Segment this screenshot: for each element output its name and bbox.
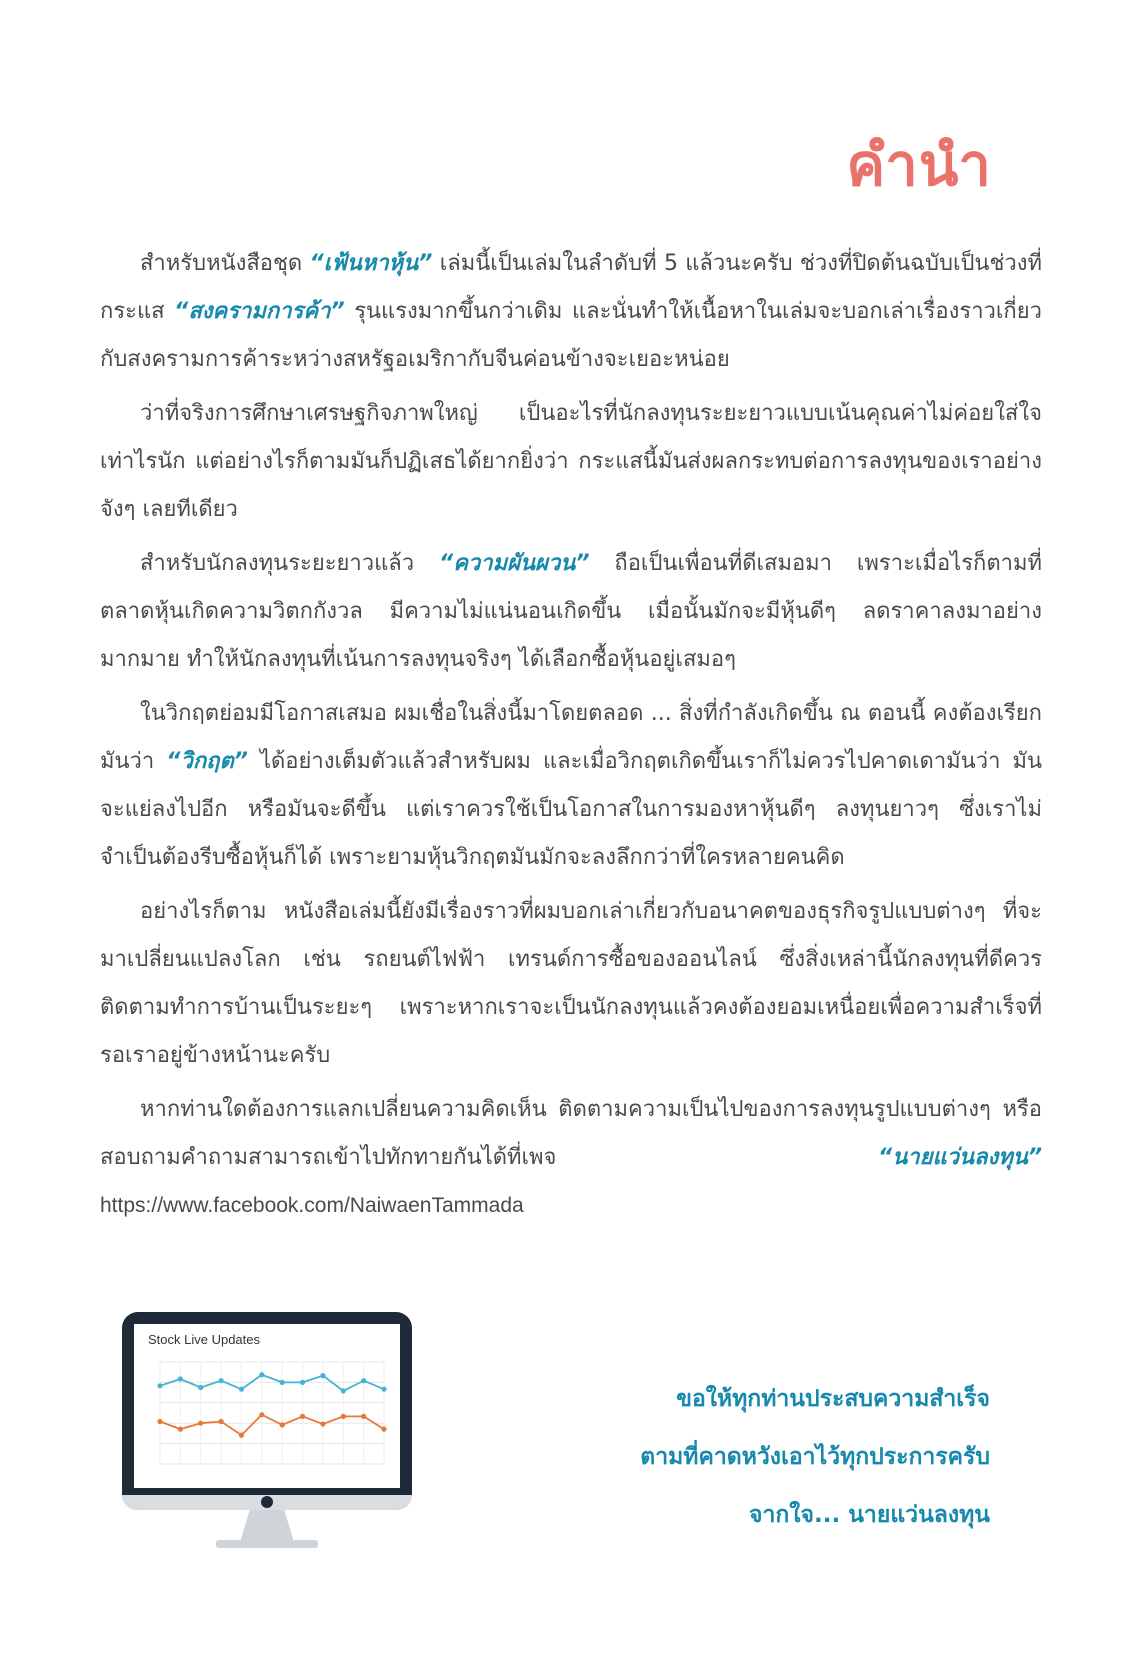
paragraph-4 (100, 690, 1042, 882)
power-button-icon (261, 1496, 273, 1508)
highlight-term: “สงครามการค้า” (174, 299, 345, 324)
data-point (239, 1433, 244, 1438)
data-point (198, 1421, 203, 1426)
paragraph-text: รุนแรงมากขึ้นกว่าเดิม และนั่นทำให้เนื้อหาในเล่มจะบอกเล่าเรื่องราวเกี่ยวกับสงครามการค้าระหว่างสหรัฐอเมริกากับจีนค่อนข้างจะเยอะหน่อย (100, 299, 1042, 372)
closing-line-2: ตามที่คาดหวังเอาไว้ทุกประการครับ (640, 1444, 990, 1470)
paragraph-text: อย่างไรก็ตาม หนังสือเล่มนี้ยังมีเรื่องราวที่ผมบอกเล่าเกี่ยวกับอนาคตของธุรกิจรูปแบบต่างๆ ที่จะมาเปลี่ยนแปลงโลก เช่น รถยนต์ไฟฟ้า เทรนด์การซื้อของออนไลน์ ซึ่งสิ่งเหล่านี้นักลงทุนที่ดีควรติดตามทำการบ้านเป็นระยะๆ เพราะหากเราจะเป็นนักลงทุนแล้วคงต้องยอมเหนื่อยเพื่อความสำเร็จที่รอเราอยู่ข้างหน้านะครับ (100, 899, 1042, 1068)
data-point (198, 1385, 203, 1390)
paragraph-text: ได้อย่างเต็มตัวแล้วสำหรับผม และเมื่อวิกฤตเกิดขึ้นเราก็ไม่ควรไปคาดเดามันว่า มันจะแย่ลงไปอีก หรือมันจะดีขึ้น แต่เราควรใช้เป็นโอกาสในการมองหาหุ้นดีๆ ลงทุนยาวๆ ซึ่งเราไม่จำเป็นต้องรีบซื้อหุ้นก็ได้ เพราะยามหุ้นวิกฤตมันมักจะลงลึกกว่าที่ใครหลายคนคิด (100, 749, 1042, 870)
highlight-term: “นายแว่นลงทุน” (878, 1145, 1042, 1170)
data-point (178, 1427, 183, 1432)
data-point (280, 1380, 285, 1385)
stock-line-chart (134, 1324, 400, 1488)
paragraph-text: หากท่านใดต้องการแลกเปลี่ยนความคิดเห็น ติดตามความเป็นไปของการลงทุนรูปแบบต่างๆ หรือสอบถามคำถามสามารถเข้าไปทักทายกันได้ที่เพจ (100, 1097, 1042, 1170)
paragraph-3 (100, 540, 1042, 684)
monitor-illustration (122, 1312, 412, 1554)
data-point (218, 1419, 223, 1424)
series-line-2 (160, 1415, 384, 1435)
paragraph-text: ในวิกฤตย่อมมีโอกาสเสมอ ผมเชื่อในสิ่งนี้มาโดยตลอด ... สิ่งที่กำลังเกิดขึ้น ณ ตอนนี้ คงต้องเรียกมันว่า (100, 701, 1042, 774)
closing-message (640, 1370, 990, 1544)
paragraph-text: ถือเป็นเพื่อนที่ดีเสมอมา เพราะเมื่อไรก็ตามที่ตลาดหุ้นเกิดความวิตกกังวล มีความไม่แน่นอนเกิดขึ้น เมื่อนั้นมักจะมีหุ้นดีๆ ลดราคาลงมาอย่างมากมาย ทำให้นักลงทุนที่เน้นการลงทุนจริงๆ ได้เลือกซื้อหุ้นอยู่เสมอๆ (100, 551, 1042, 672)
closing-line-1: ขอให้ทุกท่านประสบความสำเร็จ (676, 1386, 990, 1412)
data-point (259, 1372, 264, 1377)
data-point (361, 1378, 366, 1383)
highlight-term: “วิกฤต” (166, 749, 248, 774)
monitor-screen (134, 1324, 400, 1488)
data-point (361, 1414, 366, 1419)
data-point (341, 1388, 346, 1393)
data-point (320, 1373, 325, 1378)
data-point (157, 1383, 162, 1388)
paragraph-2 (100, 390, 1042, 534)
data-point (157, 1419, 162, 1424)
facebook-url: https://www.facebook.com/NaiwaenTammada (100, 1194, 524, 1217)
data-point (300, 1380, 305, 1385)
paragraph-1 (100, 240, 1042, 384)
monitor-stand (240, 1510, 294, 1542)
paragraph-6 (100, 1086, 1042, 1230)
data-point (239, 1387, 244, 1392)
data-point (259, 1412, 264, 1417)
closing-line-3: จากใจ... นายแว่นลงทุน (748, 1502, 990, 1528)
data-point (178, 1376, 183, 1381)
highlight-term: “ความผันผวน” (439, 551, 590, 576)
data-point (280, 1422, 285, 1427)
data-point (218, 1378, 223, 1383)
paragraph-text: เล่มนี้เป็นเล่มในลำดับที่ 5 แล้วนะครับ ช่วงที่ปิดต้นฉบับเป็นช่วงที่กระแส (100, 251, 1042, 324)
paragraph-text: สำหรับหนังสือชุด (140, 251, 310, 276)
data-point (300, 1414, 305, 1419)
paragraph-text: ว่าที่จริงการศึกษาเศรษฐกิจภาพใหญ่ เป็นอะไรที่นักลงทุนระยะยาวแบบเน้นคุณค่าไม่ค่อยใส่ใจเท่าไรนัก แต่อย่างไรก็ตามมันก็ปฏิเสธได้ยากยิ่งว่า กระแสนี้มันส่งผลกระทบต่อการลงทุนของเราอย่างจังๆ เลยทีเดียว (100, 401, 1042, 522)
paragraph-5 (100, 888, 1042, 1080)
data-point (381, 1427, 386, 1432)
highlight-term: “เฟ้นหาหุ้น” (309, 251, 433, 276)
preface-body (100, 240, 1042, 1236)
chart-title: Stock Live Updates (148, 1332, 261, 1347)
data-point (320, 1421, 325, 1426)
page-title: คำนำ (846, 131, 992, 199)
paragraph-text: สำหรับนักลงทุนระยะยาวแล้ว (140, 551, 440, 576)
data-point (341, 1414, 346, 1419)
monitor-base (216, 1540, 318, 1548)
data-point (381, 1387, 386, 1392)
